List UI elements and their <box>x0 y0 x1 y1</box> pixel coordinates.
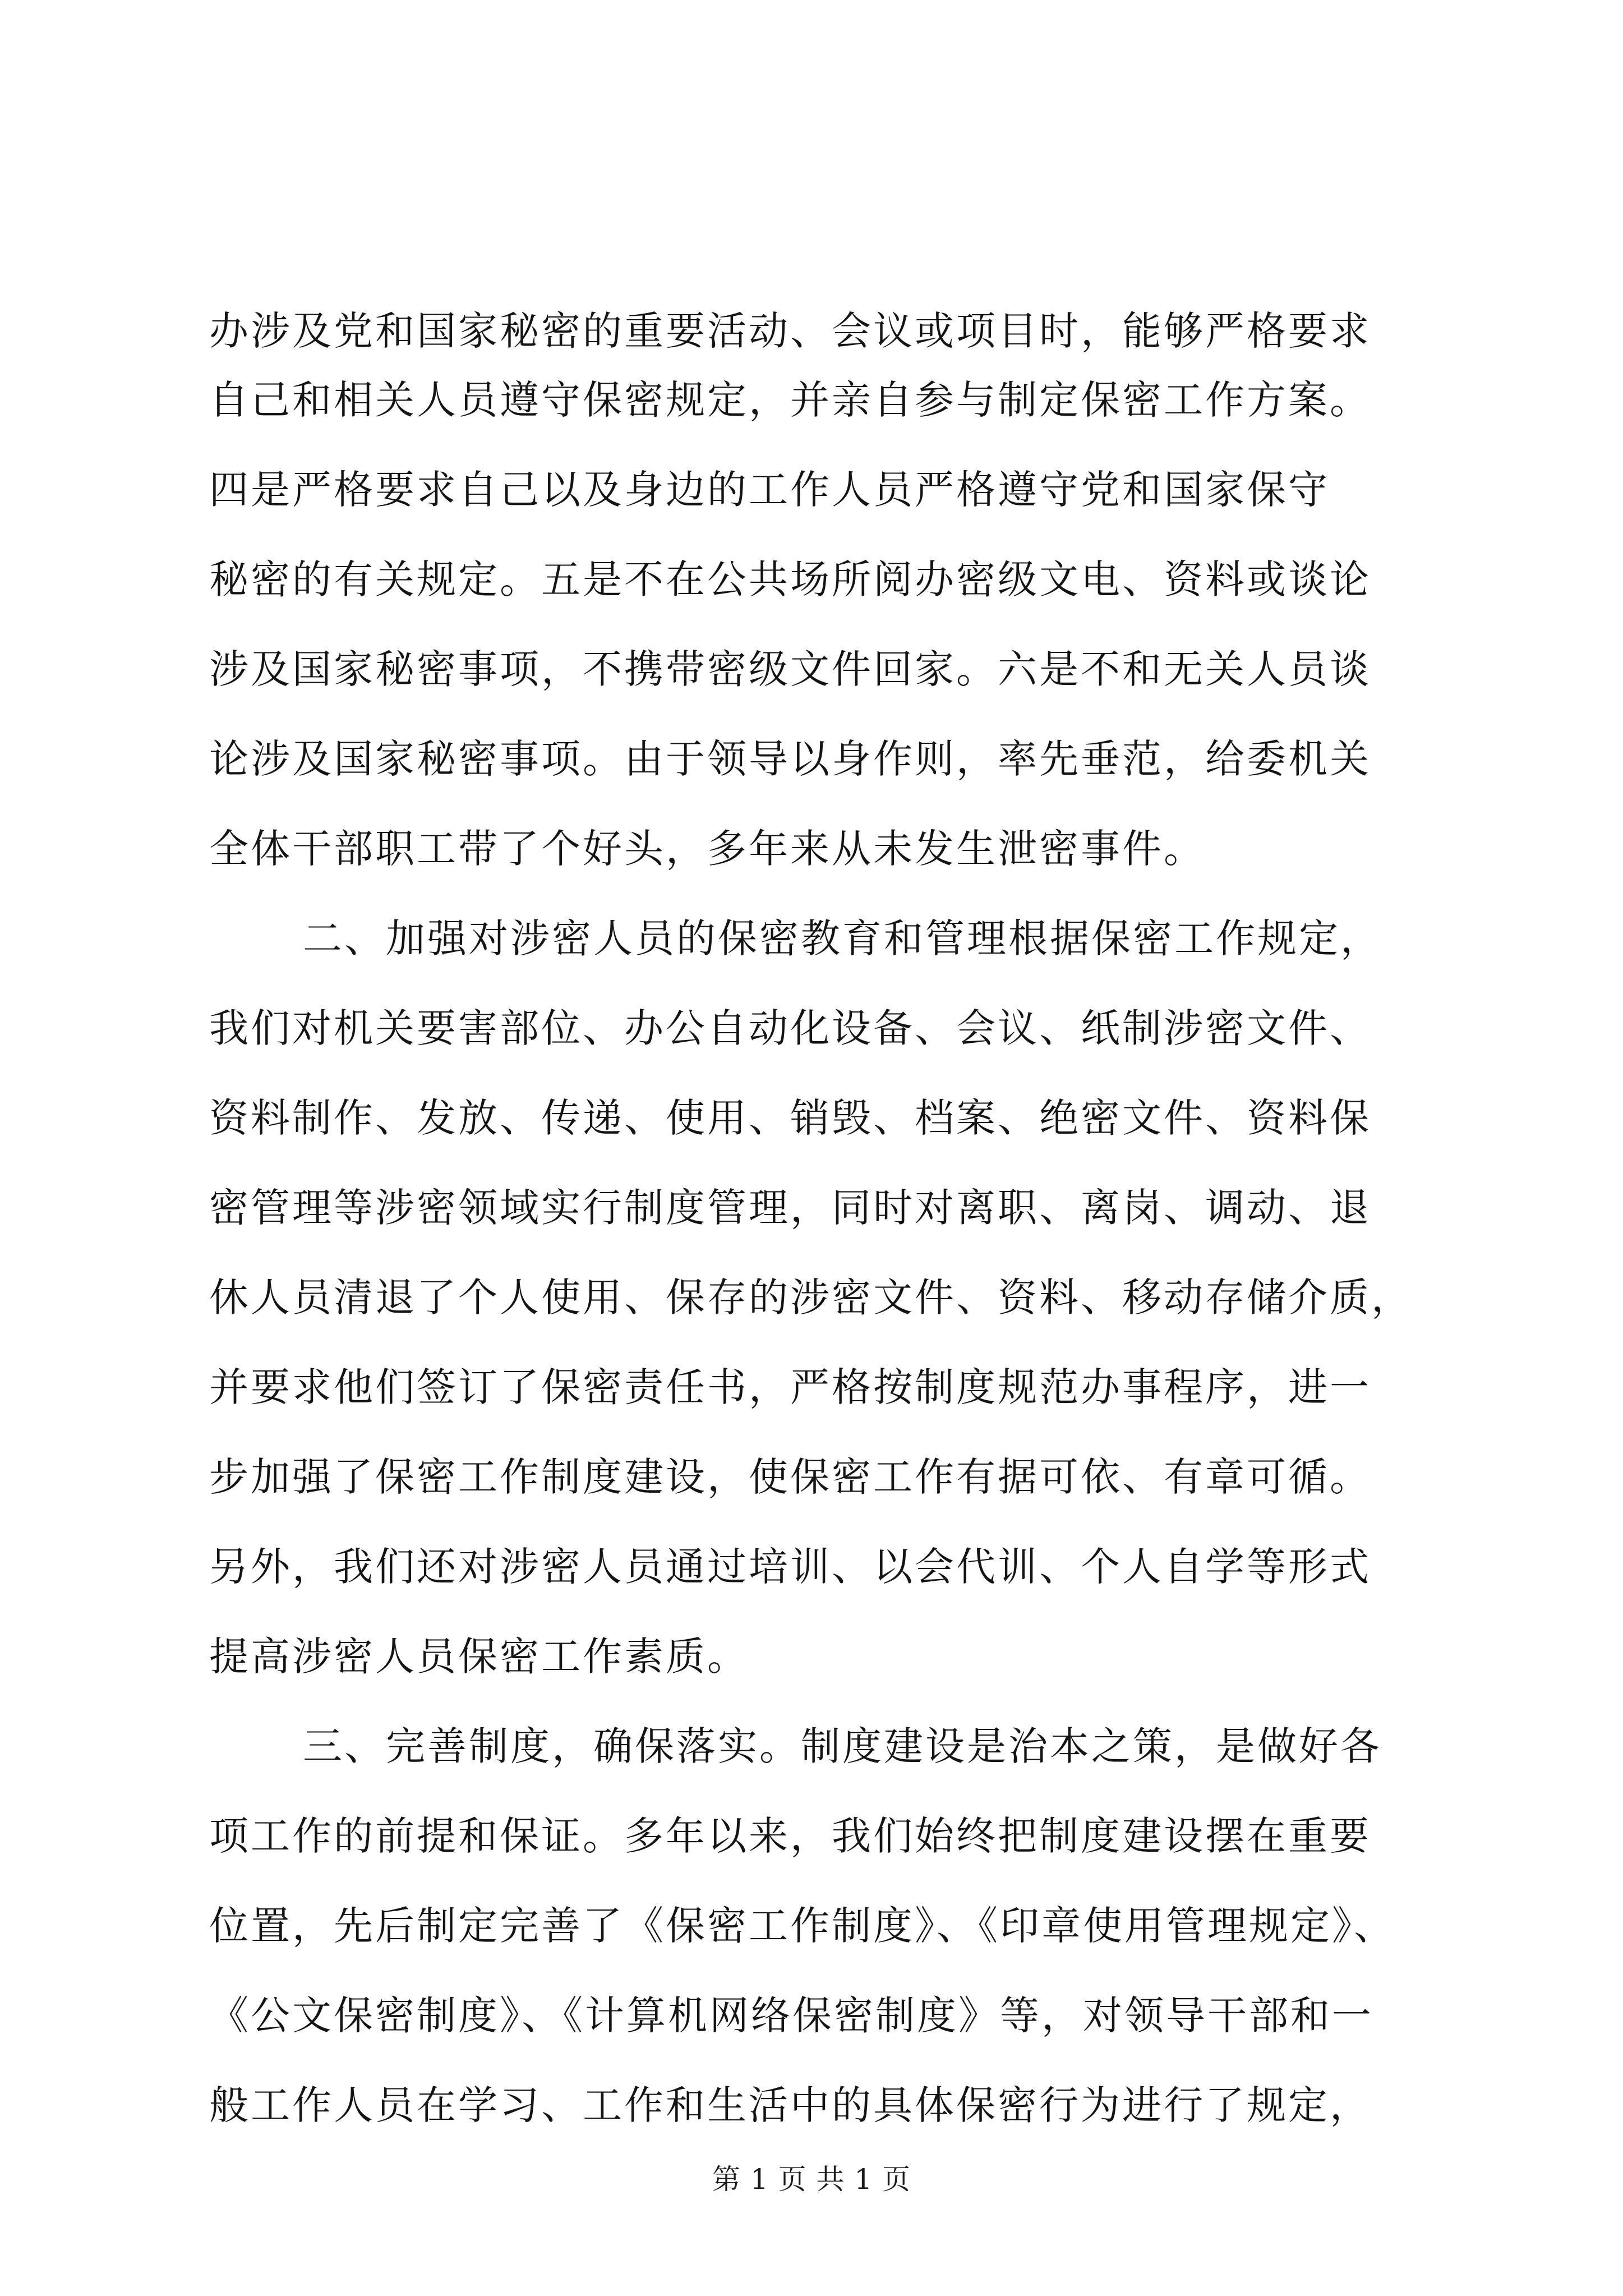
text-line: 资料制作、发放、传递、使用、销毁、档案、绝密文件、资料保 <box>209 1095 1371 1141</box>
text-line: 密管理等涉密领域实行制度管理，同时对离职、离岗、调动、退 <box>209 1185 1371 1231</box>
text-line: 另外，我们还对涉密人员通过培训、以会代训、个人自学等形式 <box>209 1544 1371 1590</box>
text-line: 涉及国家秘密事项，不携带密级文件回家。六是不和无关人员谈 <box>209 646 1371 692</box>
text-line: 四是严格要求自己以及身边的工作人员严格遵守党和国家保守 <box>209 467 1330 513</box>
text-line: 休人员清退了个人使用、保存的涉密文件、资料、移动存储介质， <box>209 1274 1413 1320</box>
paragraph-start-line: 三、完善制度，确保落实。制度建设是治本之策，是做好各 <box>303 1723 1382 1769</box>
text-line: 《公文保密制度》、《计算机网络保密制度》等，对领导干部和一 <box>209 1993 1373 2039</box>
text-line: 步加强了保密工作制度建设，使保密工作有据可依、有章可循。 <box>209 1454 1371 1500</box>
text-line: 提高涉密人员保密工作素质。 <box>209 1634 749 1680</box>
text-line: 项工作的前提和保证。多年以来，我们始终把制度建设摆在重要 <box>209 1813 1371 1859</box>
text-line: 我们对机关要害部位、办公自动化设备、会议、纸制涉密文件、 <box>209 1005 1371 1051</box>
text-line: 秘密的有关规定。五是不在公共场所阅办密级文电、资料或谈论 <box>209 556 1371 602</box>
page-number-footer: 第 1 页 共 1 页 <box>712 2163 911 2196</box>
text-line: 并要求他们签订了保密责任书，严格按制度规范办事程序，进一 <box>209 1364 1371 1410</box>
text-line: 自己和相关人员遵守保密规定，并亲自参与制定保密工作方案。 <box>209 377 1371 423</box>
text-line: 论涉及国家秘密事项。由于领导以身作则，率先垂范，给委机关 <box>209 736 1371 782</box>
text-line: 办涉及党和国家秘密的重要活动、会议或项目时，能够严格要求 <box>209 308 1371 354</box>
text-line: 全体干部职工带了个好头，多年来从未发生泄密事件。 <box>209 826 1205 872</box>
text-line: 般工作人员在学习、工作和生活中的具体保密行为进行了规定， <box>209 2082 1371 2128</box>
text-line: 位置，先后制定完善了《保密工作制度》、《印章使用管理规定》、 <box>209 1903 1395 1949</box>
paragraph-start-line: 二、加强对涉密人员的保密教育和管理根据保密工作规定， <box>303 915 1382 961</box>
